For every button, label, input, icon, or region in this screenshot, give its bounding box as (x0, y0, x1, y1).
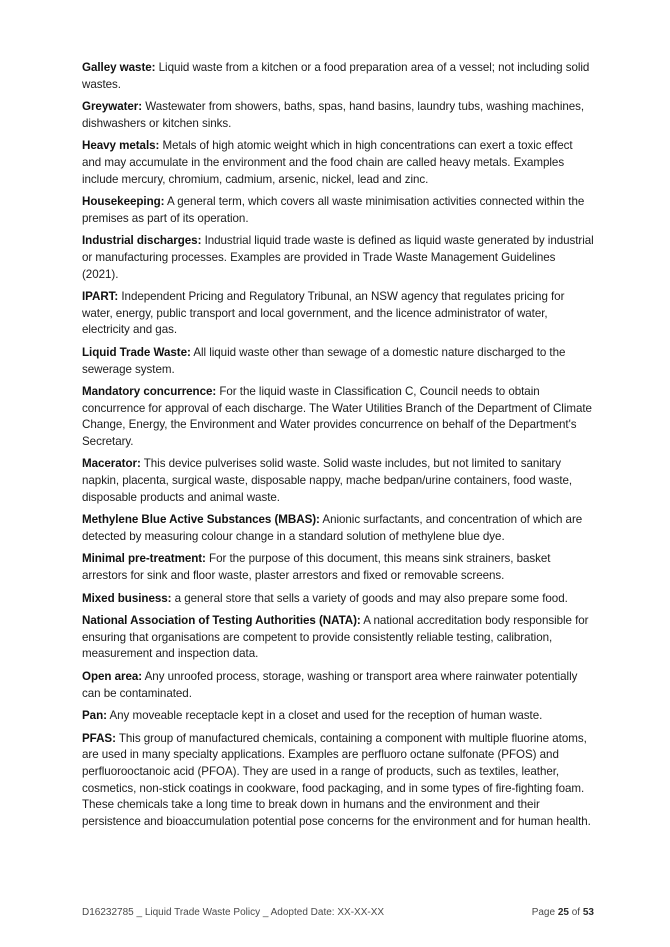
page-label: Page (531, 907, 556, 918)
glossary-entry-industrial-discharges (82, 233, 594, 283)
glossary-entry-greywater (82, 99, 594, 132)
glossary-term: Open area: (82, 670, 143, 683)
glossary-term: National Association of Testing Authorities (NATA): (82, 614, 361, 628)
glossary-entry-heavy-metals (82, 138, 594, 188)
page-total: 53 (582, 907, 594, 918)
glossary-term: Industrial discharges: (82, 234, 202, 248)
glossary-definition: Liquid waste from a kitchen or a food preparation area of a vessel; not including solid wastes. (82, 61, 590, 91)
glossary-entry-galley-waste (82, 60, 594, 93)
glossary-term: Galley waste: (82, 61, 156, 74)
glossary-definition: Any moveable receptacle kept in a closet and used for the reception of human waste. (109, 709, 543, 723)
glossary-list (82, 60, 594, 836)
glossary-term: Methylene Blue Active Substances (MBAS): (82, 513, 320, 527)
glossary-definition: A general term, which covers all waste minimisation activities connected within the premises as part of its operation. (82, 195, 585, 225)
glossary-entry-minimal-pre-treatment (82, 551, 594, 584)
glossary-entry-housekeeping (82, 194, 594, 227)
glossary-entry-nata (82, 613, 594, 663)
glossary-definition: For the purpose of this document, this means sink strainers, basket arrestors for sink and floor waste, plaster arrestors and fixed or removable screens. (82, 552, 551, 583)
glossary-entry-open-area (82, 669, 594, 702)
glossary-term: IPART: (82, 290, 119, 304)
glossary-definition: a general store that sells a variety of goods and may also prepare some food. (174, 591, 568, 605)
glossary-definition: This device pulverises solid waste. Solid waste includes, but not limited to sanitary napkin, placenta, surgical waste, disposable nappy, mache bedpan/urine containers, food waste, disposable products and animal waste. (82, 457, 573, 504)
glossary-term: PFAS: (82, 731, 116, 745)
glossary-entry-pfas (82, 731, 594, 831)
glossary-term: Greywater: (82, 100, 143, 114)
glossary-entry-mbas (82, 512, 594, 545)
glossary-definition: Anionic surfactants, and concentration of which are detected by measuring colour change in a standard solution of methylene blue dye. (82, 513, 583, 543)
glossary-entry-mandatory-concurrence (82, 384, 594, 450)
page-of-label: of (571, 907, 581, 918)
page-current: 25 (557, 907, 569, 918)
glossary-term: Heavy metals: (82, 139, 160, 153)
page-footer (82, 905, 594, 921)
glossary-definition: Any unroofed process, storage, washing or transport area where rainwater potentially can be contaminated. (82, 670, 578, 700)
footer-document-reference: D16232785 _ Liquid Trade Waste Policy _ Adopted Date: XX-XX-XX (82, 907, 385, 918)
glossary-entry-liquid-trade-waste (82, 345, 594, 378)
glossary-definition: Metals of high atomic weight which in high concentrations can exert a toxic effect and may accumulate in the environment and the food chain are called heavy metals. Examples include mercury, chromium, cadmium, arsenic, nickel, lead and zinc. (82, 139, 573, 186)
glossary-term: Minimal pre-treatment: (82, 552, 206, 566)
page-number (532, 905, 594, 921)
glossary-entry-pan (82, 708, 594, 725)
glossary-definition: Wastewater from showers, baths, spas, hand basins, laundry tubs, washing machines, dishwashers or kitchen sinks. (82, 100, 585, 130)
glossary-term: Mixed business: (82, 591, 172, 605)
glossary-definition: For the liquid waste in Classification C, Council needs to obtain concurrence for approval of each discharge. The Water Utilities Branch of the Department of Climate Change, Energy, the Environment and Water provides concurrence on behalf of the Department's Secretary. (82, 385, 592, 448)
glossary-term: Macerator: (82, 457, 141, 471)
glossary-definition: A national accreditation body responsible for ensuring that organisations are competent to provide consistently reliable testing, calibration, measurement and inspection data. (82, 614, 589, 661)
glossary-entry-macerator (82, 456, 594, 506)
glossary-definition: Industrial liquid trade waste is defined as liquid waste generated by industrial or manufacturing processes. Examples are provided in Trade Waste Management Guidelines (2021). (82, 234, 594, 281)
glossary-term: Pan: (82, 709, 107, 723)
glossary-entry-mixed-business (82, 591, 594, 608)
glossary-definition: Independent Pricing and Regulatory Tribunal, an NSW agency that regulates pricing for water, energy, public transport and local government, and the licence administrator of water, electricity and gas. (82, 290, 565, 337)
glossary-definition: All liquid waste other than sewage of a domestic nature discharged to the sewerage system. (82, 345, 566, 376)
glossary-term: Mandatory concurrence: (82, 385, 217, 399)
glossary-entry-ipart (82, 289, 594, 339)
glossary-term: Liquid Trade Waste: (82, 345, 191, 359)
glossary-definition: This group of manufactured chemicals, containing a component with multiple fluorine atoms, are used in many specialty applications. Examples are perfluoro octane sulfonate (PFOS) and perfluorooctanoic acid (PFOA). They are used in a range of products, such as textiles, leather, cosmetics, non-stick coatings in cookware, food packaging, and in some types of fire-fighting foam. These chemicals take a long time to break down in humans and the environment and their persistence and bioaccumulation potential pose concerns for the environment and for human health. (82, 731, 591, 828)
glossary-term: Housekeeping: (82, 195, 165, 209)
